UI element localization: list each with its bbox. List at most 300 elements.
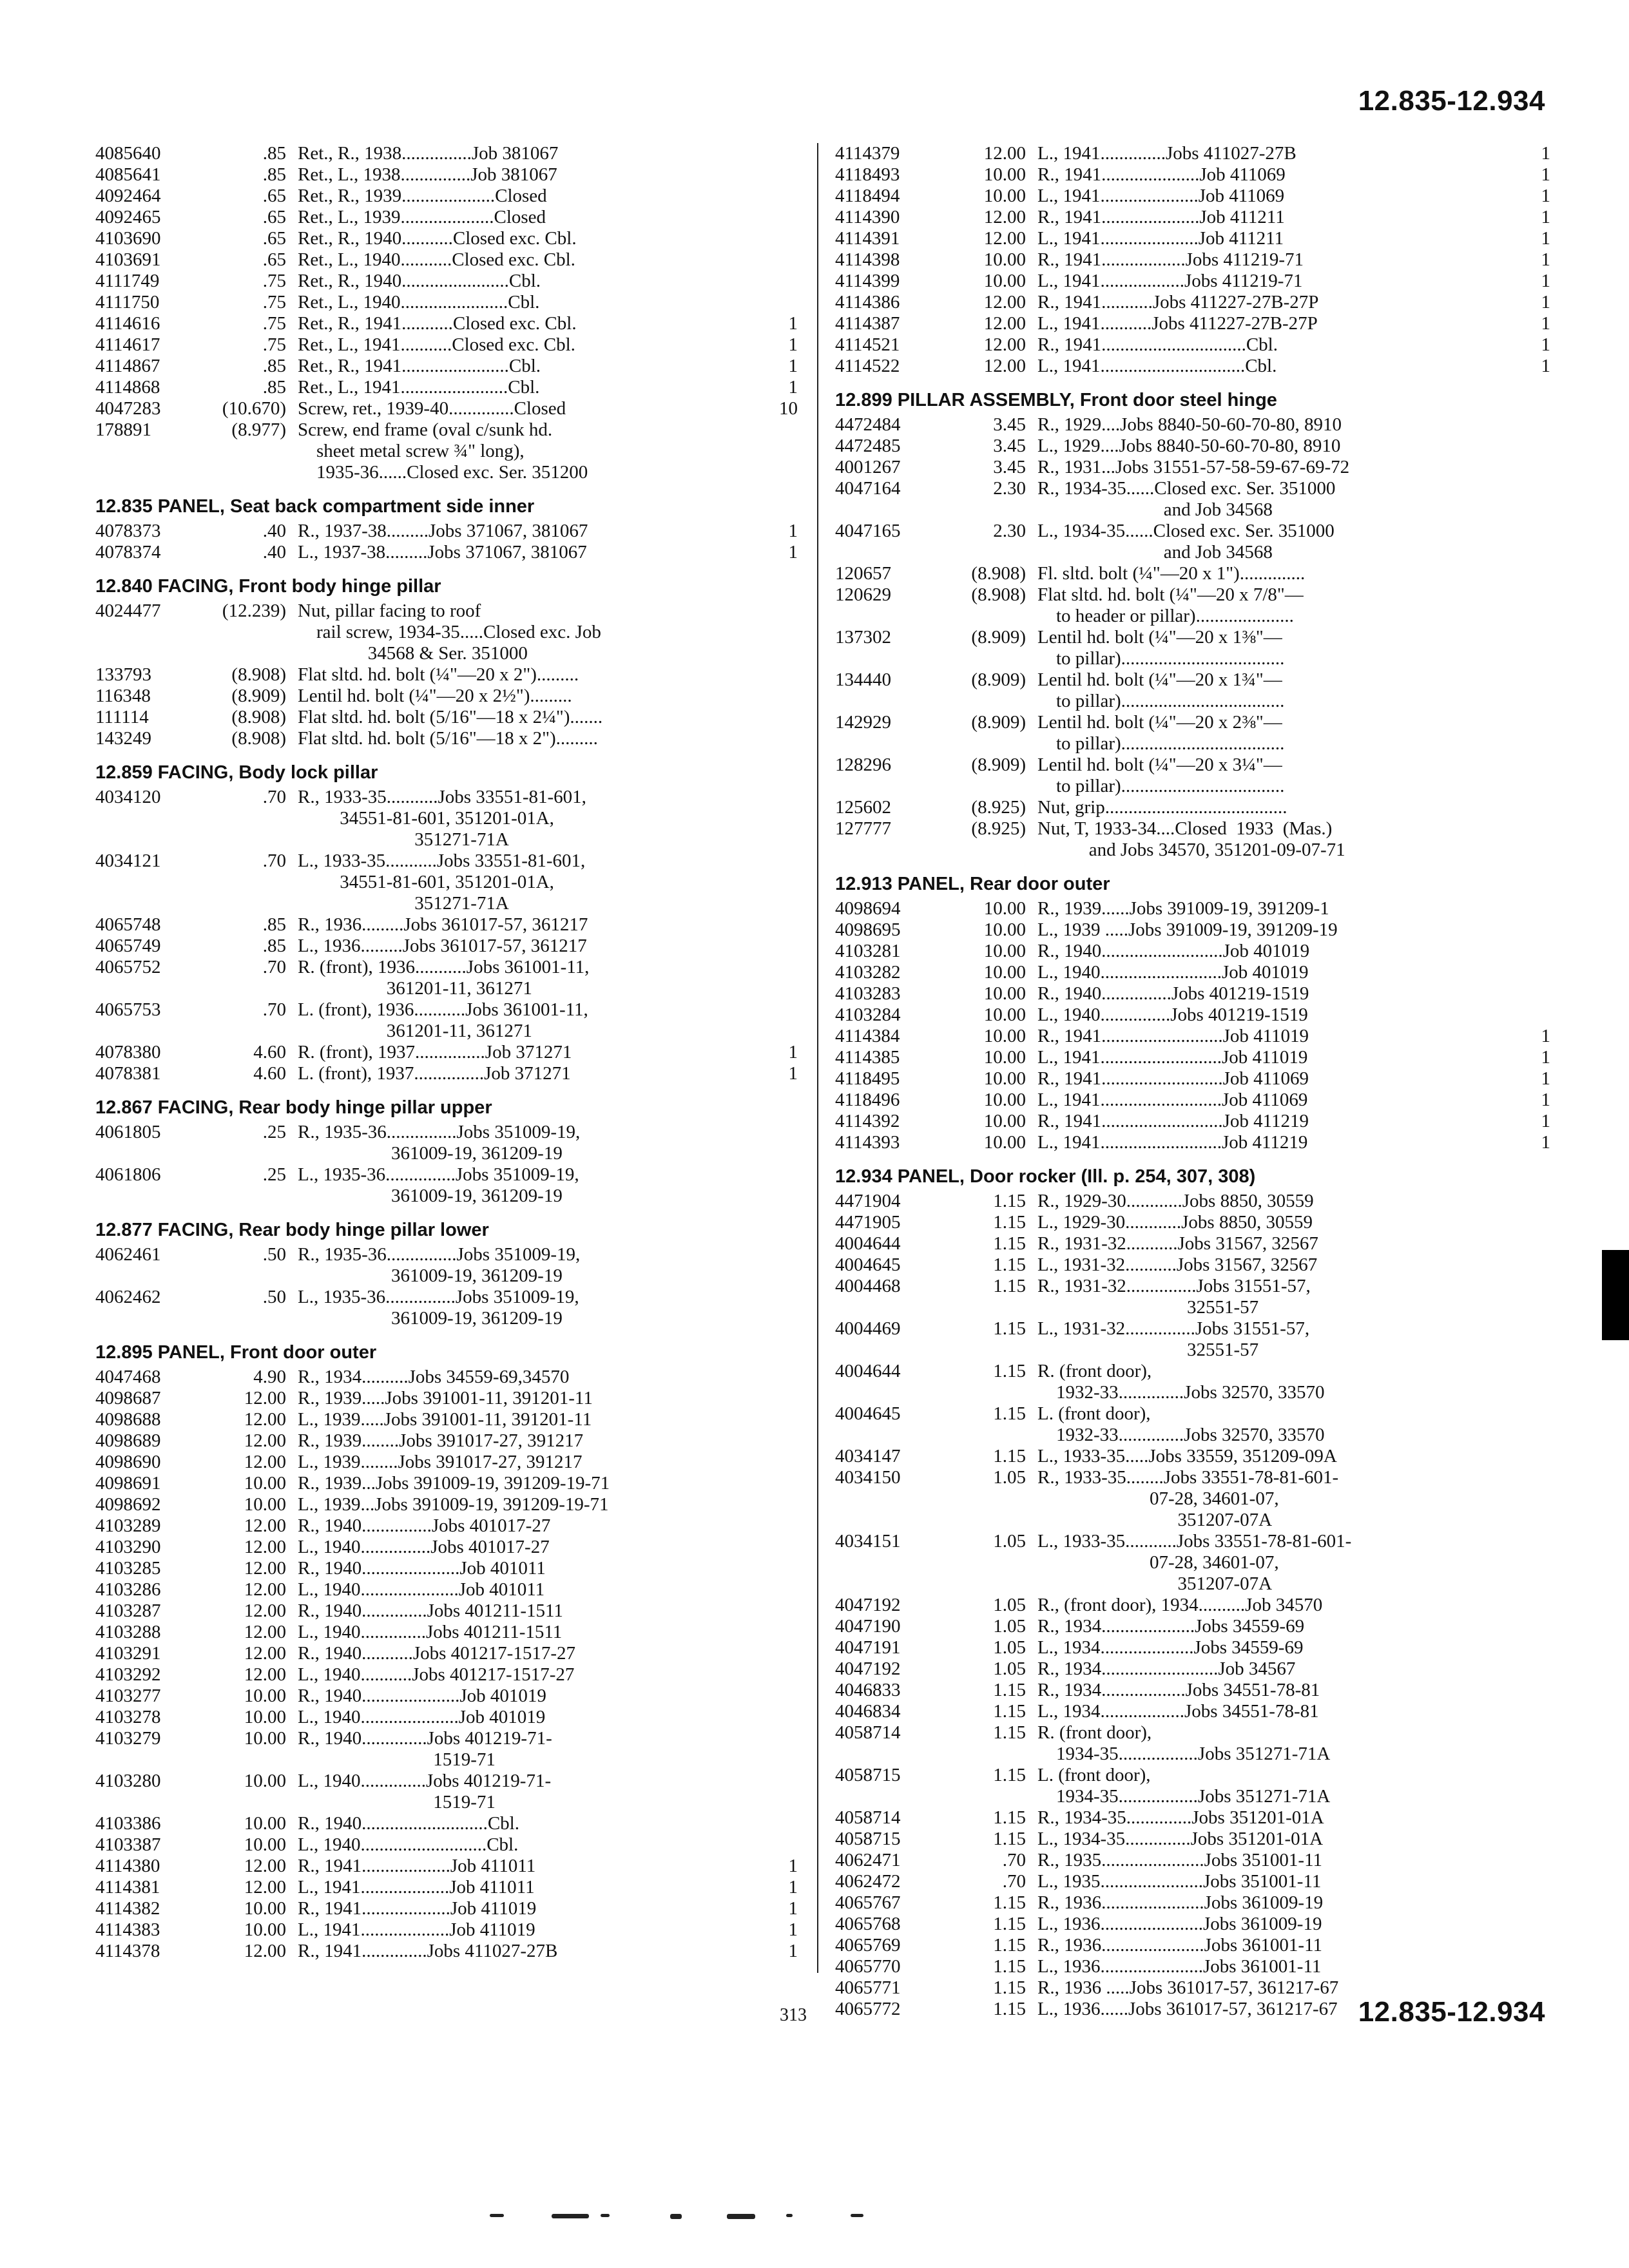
description: L., 1936.........Jobs 361017-57, 361217 [298,936,587,956]
part-number [95,1792,204,1813]
price: 10.00 [983,1068,1026,1089]
part-number: 4103278 [95,1707,161,1727]
parts-list-row [95,957,798,978]
price: 1.15 [993,1446,1026,1466]
description: R., 1941.....................Job 411069 [1037,164,1286,185]
description: R., 1940..........................Job 401019 [1037,941,1310,961]
parts-list-row [95,1244,798,1265]
parts-list-row [835,1026,1550,1047]
description: L., 1939 .....Jobs 391009-19, 391209-19 [1037,919,1338,940]
parts-list-row [835,1829,1550,1850]
description: Flat sltd. hd. bolt (5/16"—18 x 2¼")....... [298,707,603,727]
parts-list-row [835,1701,1550,1722]
quantity [1525,1850,1550,1871]
part-number [95,1308,204,1329]
price: 1.15 [993,1403,1026,1424]
part-number [835,1573,943,1595]
price: 10.00 [983,1132,1026,1153]
quantity [772,1515,798,1537]
price: 1.15 [993,1892,1026,1913]
description: R., 1939........Jobs 391017-27, 391217 [298,1430,584,1451]
parts-list-row [95,441,798,462]
description: Lentil hd. bolt (¼"—20 x 2½")......... [298,686,572,706]
part-number [835,840,943,861]
description: to header or pillar)..................... [1037,606,1294,626]
price [943,776,1037,797]
price [943,1425,1037,1446]
price: 1.05 [993,1637,1026,1658]
quantity [772,1021,798,1042]
price: .70 [262,850,286,871]
description: 1934-35.................Jobs 351271-71A [1037,1786,1331,1807]
parts-list-row [835,1488,1550,1510]
price [204,1186,298,1207]
part-number: 4058715 [835,1765,901,1785]
parts-list-row [835,797,1550,818]
parts-list-row [835,249,1550,271]
description: 361009-19, 361209-19 [298,1186,563,1206]
description: Screw, end frame (oval c/sunk hd. [298,419,553,440]
part-number: 4085640 [95,143,161,164]
price [204,622,298,643]
description: R., 1941...............................Cbl. [1037,334,1278,355]
parts-list-row [95,1856,798,1877]
parts-list-row [95,1941,798,1962]
quantity [1525,1212,1550,1233]
price: 12.00 [983,334,1026,355]
price: .40 [262,542,286,562]
price: 10.00 [983,164,1026,185]
quantity: 1 [788,313,798,334]
parts-list-row [835,1090,1550,1111]
part-number: 4034121 [95,850,161,871]
description: 32551-57 [1037,1297,1259,1318]
parts-list-row [835,1004,1550,1026]
price: 10.00 [244,1898,286,1919]
part-number: 4092464 [95,186,161,206]
quantity [1525,1233,1550,1254]
part-number: 4471905 [835,1212,901,1233]
description: R., 1940..............Jobs 401211-1511 [298,1600,563,1621]
quantity [1525,1552,1550,1573]
description: R., 1939...Jobs 391009-19, 391209-19-71 [298,1473,610,1494]
price: 2.30 [993,521,1026,541]
description: Nut, grip....................................... [1037,797,1287,818]
price [204,978,298,999]
quantity [772,643,798,664]
part-number [95,978,204,999]
parts-list-row [95,1473,798,1494]
price: (8.908) [231,728,286,749]
price: 10.00 [983,1090,1026,1110]
part-number: 4114385 [835,1047,900,1068]
price: 12.00 [983,292,1026,312]
parts-list-row [835,356,1550,377]
parts-list-row [95,1537,798,1558]
quantity [1525,1914,1550,1935]
section-heading: 12.895 PANEL, Front door outer [95,1342,377,1363]
description: R., 1936 .....Jobs 361017-57, 361217-67 [1037,1977,1339,1998]
parts-list-row [95,1707,798,1728]
price: 1.15 [993,1935,1026,1956]
quantity: 1 [1541,356,1550,376]
description: R., 1941..........................Job 411069 [1037,1068,1309,1089]
price: 10.00 [983,983,1026,1004]
price: 12.00 [244,1643,286,1664]
description: Fl. sltd. bolt (¼"—20 x 1").............. [1037,563,1306,584]
price [943,648,1037,669]
parts-list-row [95,1308,798,1329]
part-number [835,1425,943,1446]
description: 361009-19, 361209-19 [298,1143,563,1164]
description: Ret., R., 1940.......................Cbl. [298,271,541,291]
description: R. (front), 1937...............Job 371271 [298,1042,572,1062]
thumb-index-tab [1602,1250,1629,1340]
price [943,1340,1037,1361]
description: R., 1941..........................Job 411219 [1037,1111,1309,1131]
description: R., 1931-32...........Jobs 31567, 32567 [1037,1233,1318,1254]
parts-list-row [95,872,798,893]
parts-list-row [95,398,798,419]
part-number [835,691,943,712]
parts-list-row [95,1452,798,1473]
part-number: 4103691 [95,249,161,270]
description: Screw, ret., 1939-40..............Closed [298,398,566,419]
part-number: 4103277 [95,1686,161,1706]
price: 12.00 [983,143,1026,164]
part-number: 4078374 [95,542,161,562]
part-number [835,606,943,627]
part-number: 4092465 [95,207,161,227]
part-number: 4062471 [835,1850,901,1870]
part-number: 4103284 [835,1004,901,1025]
part-number [835,1382,943,1403]
quantity [772,292,798,313]
description: R., 1934..................Jobs 34551-78-81 [1037,1680,1320,1700]
quantity [1525,691,1550,712]
part-number [95,622,204,643]
price: .75 [262,292,286,312]
part-number: 4047190 [835,1616,901,1637]
parts-list-row [95,622,798,643]
part-number: 4114617 [95,334,160,355]
quantity [772,957,798,978]
price: 10.00 [983,962,1026,983]
part-number: 4103283 [835,983,901,1004]
quantity [1525,1425,1550,1446]
description: R., 1941..............Jobs 411027-27B [298,1941,558,1961]
part-number: 4065767 [835,1892,901,1913]
part-number: 125602 [835,797,891,818]
description: R., 1940...........................Cbl. [298,1813,519,1834]
parts-list-row [835,691,1550,712]
part-number: 4085641 [95,164,161,185]
quantity [1525,648,1550,669]
price: 12.00 [244,1664,286,1685]
quantity [1525,1829,1550,1850]
part-number: 4114383 [95,1919,160,1940]
description: R., 1934....................Jobs 34559-69 [1037,1616,1305,1637]
parts-list-row [835,1744,1550,1765]
part-number [95,1749,204,1771]
quantity [772,1622,798,1643]
part-number: 4065770 [835,1956,901,1977]
description: L., 1937-38.........Jobs 371067, 381067 [298,542,587,562]
price: .85 [262,936,286,956]
description: L., 1941...................Job 411011 [298,1877,535,1898]
part-number [835,542,943,563]
description: 34551-81-601, 351201-01A, [298,808,554,829]
part-number: 4058714 [835,1807,901,1828]
description: Lentil hd. bolt (¼"—20 x 1⅜"— [1037,627,1282,648]
quantity [1525,1382,1550,1403]
parts-list-row [95,1664,798,1686]
quantity [772,1143,798,1164]
description: R., 1935......................Jobs 351001-11 [1037,1850,1322,1870]
quantity [1525,1744,1550,1765]
parts-list-row [95,893,798,914]
parts-list-row [95,292,798,313]
price: (8.909) [971,754,1026,775]
price: (8.908) [971,563,1026,584]
parts-list-row [95,999,798,1021]
parts-list-row [835,919,1550,941]
part-number: 4103386 [95,1813,161,1834]
description: R., 1933-35...........Jobs 33551-81-601, [298,787,586,807]
price: 10.00 [244,1707,286,1727]
description: Ret., L., 1940...........Closed exc. Cbl. [298,249,575,270]
parts-list-row [835,1680,1550,1701]
quantity [772,1558,798,1579]
quantity [772,1579,798,1600]
part-number: 4114386 [835,292,900,312]
quantity [1525,627,1550,648]
parts-list-row [95,850,798,872]
quantity [1525,542,1550,563]
quantity [772,143,798,164]
quantity [1525,1765,1550,1786]
part-number: 4103285 [95,1558,161,1579]
part-number: 4103291 [95,1643,161,1664]
part-number: 4034151 [835,1531,901,1552]
part-number: 4114390 [835,207,900,227]
parts-list-row [95,643,798,664]
part-number [95,829,204,850]
part-number: 4004645 [835,1254,901,1275]
description: L., 1941.....................Job 411211 [1037,228,1284,249]
description: R. (front), 1936...........Jobs 361001-11, [298,957,590,977]
price: 12.00 [244,1537,286,1557]
part-number: 4047192 [835,1595,901,1615]
description: L., 1931-32...........Jobs 31567, 32567 [1037,1254,1318,1275]
parts-list-row [835,584,1550,606]
parts-list-row [835,1765,1550,1786]
description: L., 1940..........................Job 401019 [1037,962,1309,983]
parts-list-row [835,1233,1550,1254]
quantity [1525,1510,1550,1531]
price: 10.00 [244,1813,286,1834]
part-number: 4103289 [95,1515,161,1536]
price: 1.15 [993,1701,1026,1722]
part-number: 4103287 [95,1600,161,1621]
price: .75 [262,271,286,291]
price: .70 [1002,1871,1026,1892]
price: (8.925) [971,818,1026,839]
price: (8.909) [971,669,1026,690]
description: Nut, T, 1933-34....Closed 1933 (Mas.) [1037,818,1333,839]
quantity [772,249,798,271]
description: 1932-33..............Jobs 32570, 33570 [1037,1382,1325,1403]
part-number: 4103288 [95,1622,161,1642]
quantity: 1 [1541,1068,1550,1089]
quantity [772,419,798,441]
part-number: 143249 [95,728,151,749]
quantity [1525,1595,1550,1616]
parts-list-row [835,983,1550,1004]
quantity [772,1792,798,1813]
price [204,1265,298,1287]
part-number: 4114393 [835,1132,900,1153]
description: R., 1941..................Jobs 411219-71 [1037,249,1304,270]
description: R., 1940.....................Job 401019 [298,1686,546,1706]
part-number: 4047165 [835,521,901,541]
quantity [1525,1254,1550,1276]
price: 3.45 [993,436,1026,456]
description: R., 1936......................Jobs 361001-11 [1037,1935,1322,1956]
quantity [772,1686,798,1707]
part-number: 4118496 [835,1090,900,1110]
quantity [772,1244,798,1265]
parts-list-row [95,686,798,707]
part-number: 127777 [835,818,891,839]
price: 1.15 [993,1254,1026,1275]
parts-list-row [835,1068,1550,1090]
part-number: 4114381 [95,1877,160,1898]
price: 10.00 [244,1834,286,1855]
parts-list-row [835,478,1550,499]
section-heading: 12.840 FACING, Front body hinge pillar [95,576,441,597]
description: L., 1941..........................Job 411069 [1037,1090,1308,1110]
part-number: 4098691 [95,1473,161,1494]
quantity: 1 [1541,1026,1550,1046]
description: R., 1941..........................Job 411019 [1037,1026,1309,1046]
quantity [1525,563,1550,584]
part-number: 4114384 [835,1026,900,1046]
parts-list-row [95,1063,798,1084]
quantity [772,1494,798,1515]
price: 12.00 [244,1579,286,1600]
description: 07-28, 34601-07, [1037,1488,1279,1509]
price: 12.00 [244,1856,286,1876]
part-number: 4114521 [835,334,900,355]
parts-list-row [95,1143,798,1164]
section-heading: 12.899 PILLAR ASSEMBLY, Front door steel hinge [835,390,1277,410]
parts-list-row [95,356,798,377]
price [943,691,1037,712]
quantity: 1 [1541,249,1550,270]
part-number: 4004645 [835,1403,901,1424]
parts-list-row [95,1898,798,1919]
part-number: 4046833 [835,1680,901,1700]
price: .70 [262,787,286,807]
quantity [1525,1446,1550,1467]
description: R., 1929-30............Jobs 8850, 30559 [1037,1191,1314,1211]
parts-list-row [835,457,1550,478]
part-number: 4114387 [835,313,900,334]
quantity [1525,1616,1550,1637]
section-heading: 12.835 PANEL, Seat back compartment side inner [95,496,535,517]
description: L., 1941..........................Job 411019 [1037,1047,1308,1068]
quantity [1525,521,1550,542]
price: 1.05 [993,1467,1026,1488]
parts-list-row [95,829,798,850]
price: 3.45 [993,414,1026,435]
quantity [772,1643,798,1664]
parts-list-row [835,436,1550,457]
quantity [772,664,798,686]
quantity [772,829,798,850]
price: 1.15 [993,1956,1026,1977]
section-heading: 12.859 FACING, Body lock pillar [95,762,378,783]
parts-list-row [95,419,798,441]
section-heading: 12.867 FACING, Rear body hinge pillar upper [95,1097,492,1118]
description: Lentil hd. bolt (¼"—20 x 1¾"— [1037,669,1282,690]
quantity [1525,983,1550,1004]
quantity [1525,1467,1550,1488]
quantity [772,936,798,957]
parts-list-row [95,1749,798,1771]
price: 10.00 [983,941,1026,961]
part-number: 4004644 [835,1233,901,1254]
description: R., 1940..............Jobs 401219-71- [298,1728,552,1749]
description: 34551-81-601, 351201-01A, [298,872,554,892]
parts-list-row [835,542,1550,563]
quantity [772,893,798,914]
price: 10.00 [244,1494,286,1515]
page-range-header: 12.835-12.934 [1358,85,1545,117]
parts-list-row [95,1686,798,1707]
parts-list-row [835,1340,1550,1361]
price: 1.15 [993,1999,1026,2019]
quantity [772,441,798,462]
part-number: 4118495 [835,1068,900,1089]
part-number: 4103282 [835,962,901,983]
part-number: 4078380 [95,1042,161,1062]
part-number: 4061805 [95,1122,161,1142]
part-number: 4103690 [95,228,161,249]
quantity: 1 [788,377,798,398]
price [204,462,298,483]
price: 4.60 [253,1063,286,1084]
price: 10.00 [983,1047,1026,1068]
price [204,441,298,462]
quantity [1525,797,1550,818]
parts-list-row [835,1850,1550,1871]
parts-list-row [835,1956,1550,1977]
description: R., 1934-35......Closed exc. Ser. 351000 [1037,478,1336,499]
part-number: 4114392 [835,1111,900,1131]
description: L., 1939...Jobs 391009-19, 391209-19-71 [298,1494,609,1515]
quantity: 1 [1541,292,1550,312]
price: 12.00 [244,1622,286,1642]
description: Ret., L., 1939....................Closed [298,207,546,227]
parts-list-row [95,1122,798,1143]
price: 12.00 [244,1388,286,1408]
parts-list-row [835,1531,1550,1552]
parts-list-row [835,1552,1550,1573]
part-number: 4047468 [95,1367,161,1387]
part-number: 4098688 [95,1409,161,1430]
